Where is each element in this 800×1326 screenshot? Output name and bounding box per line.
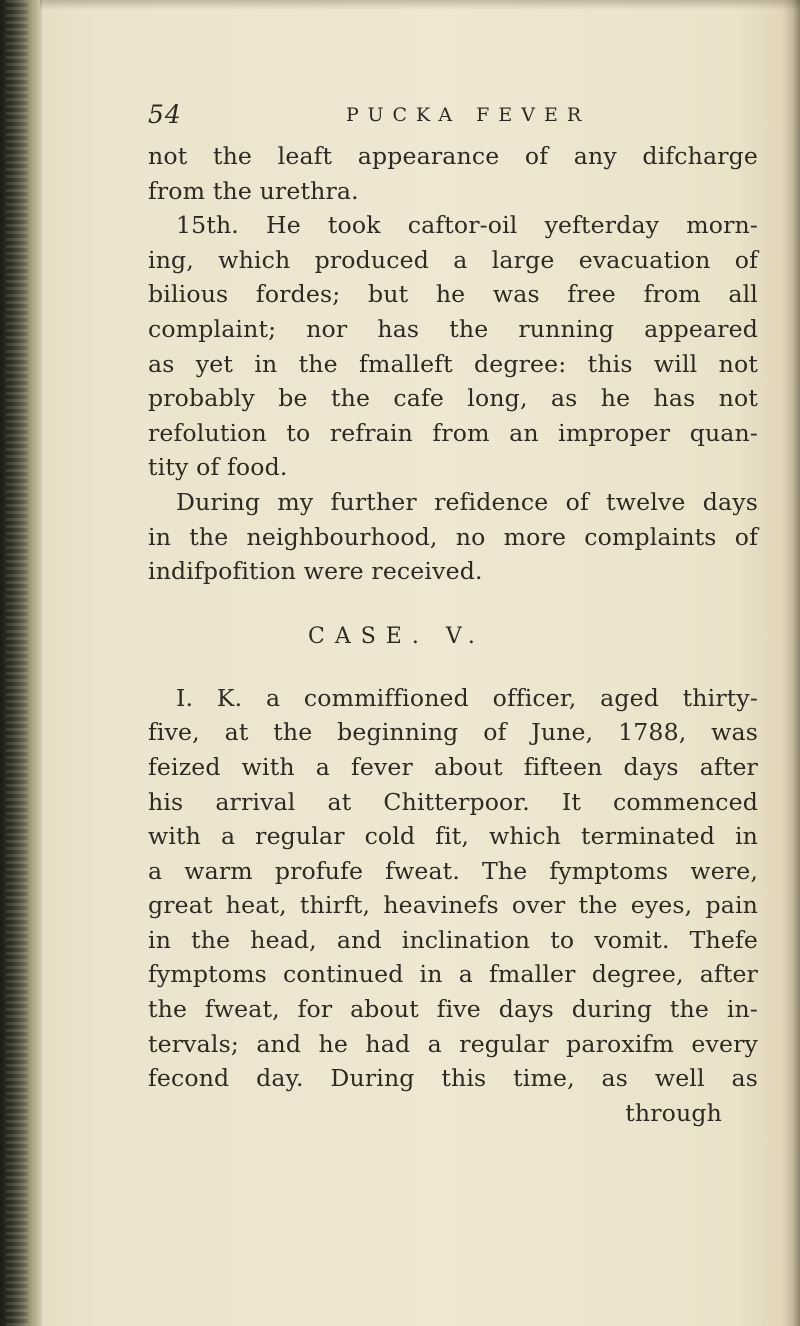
text-line: During my further refidence of twelve days xyxy=(176,487,758,516)
text-line: as yet in the fmalleft degree: this will not xyxy=(148,349,758,378)
text-line: tity of food. xyxy=(148,453,288,482)
paragraph-15th xyxy=(148,208,758,485)
text-line: five, at the beginning of June, 1788, was xyxy=(148,718,758,747)
text-line: the fweat, for about five days during the in- xyxy=(148,995,758,1024)
text-line: from the urethra. xyxy=(148,176,359,205)
text-line: fymptoms continued in a fmaller degree, after xyxy=(148,960,758,989)
text-line: 15th. He took caftor-oil yefterday morn- xyxy=(176,211,758,240)
spacer xyxy=(148,657,758,681)
text-line: with a regular cold fit, which terminated in xyxy=(148,822,758,851)
text-line: bilious fordes; but he was free from all xyxy=(148,280,758,309)
case-heading: CASE. V. xyxy=(308,623,485,649)
text-line: his arrival at Chitterpoor. It commenced xyxy=(148,787,758,816)
text-line: indifpofition were received. xyxy=(148,557,483,586)
running-head: PUCKA FEVER xyxy=(346,104,591,126)
text-line: great heat, thirft, heavinefs over the eyes, pain xyxy=(148,891,758,920)
text-line: refolution to refrain from an improper quan- xyxy=(148,418,758,447)
paragraph-continuation xyxy=(148,139,758,208)
text-line: feized with a fever about fifteen days after xyxy=(148,752,758,781)
page-top-shadow xyxy=(40,0,800,10)
text-line: tervals; and he had a regular paroxifm every xyxy=(148,1029,758,1058)
catchword: through xyxy=(625,1098,722,1127)
text-line: in the head, and inclination to vomit. Thefe xyxy=(148,925,758,954)
text-line: a warm profufe fweat. The fymptoms were, xyxy=(148,856,758,885)
page-number: 54 xyxy=(148,100,182,129)
book-binding xyxy=(0,0,42,1326)
text-line: complaint; nor has the running appeared xyxy=(148,314,758,343)
text-line: not the leaft appearance of any difcharge xyxy=(148,142,758,170)
text-line: in the neighbourhood, no more complaints of xyxy=(148,522,758,551)
page-edge-shadow xyxy=(782,0,800,1326)
text-line: ing, which produced a large evacuation of xyxy=(148,245,758,274)
paragraph-case-five xyxy=(148,681,758,1096)
spacer xyxy=(148,589,758,617)
catchword-line xyxy=(148,1096,758,1131)
text-line: I. K. a commiffioned officer, aged thirty- xyxy=(176,683,758,712)
text-line: fecond day. During this time, as well as xyxy=(148,1064,758,1093)
page-header xyxy=(148,100,748,140)
page-body xyxy=(148,139,758,1130)
text-line: probably be the cafe long, as he has not xyxy=(148,384,758,413)
paragraph-further-residence xyxy=(148,485,758,589)
